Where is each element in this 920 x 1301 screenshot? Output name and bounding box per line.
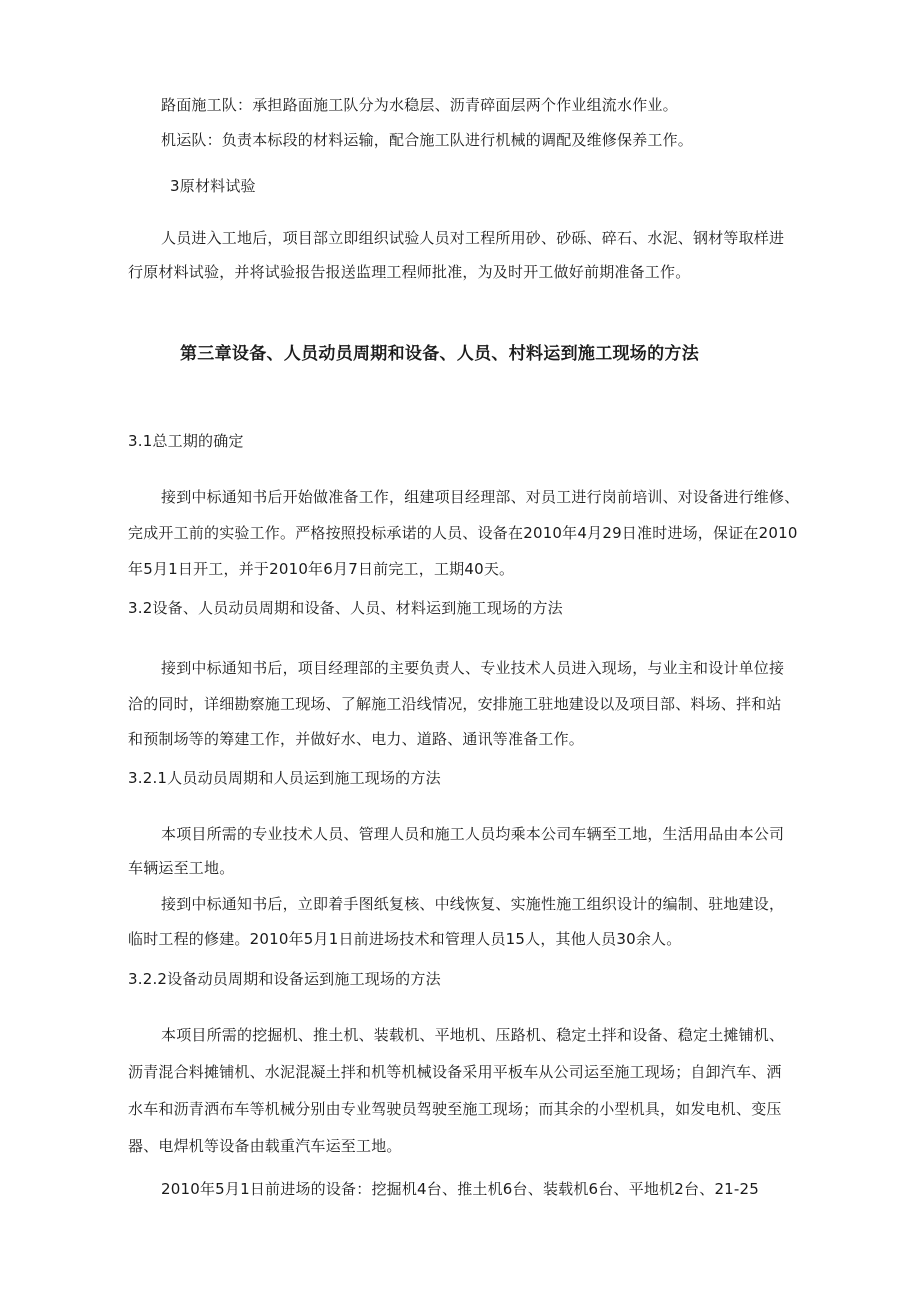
paragraph-3-1-line-3: 年5月1日开工，并于2010年6月7日前完工，工期40天。 [128, 560, 515, 578]
paragraph-3-2-1a-line-1: 本项目所需的专业技术人员、管理人员和施工人员均乘本公司车辆至工地，生活用品由本公司 [161, 825, 785, 843]
paragraph-3-1-line-1: 接到中标通知书后开始做准备工作，组建项目经理部、对员工进行岗前培训、对设备进行维修、 [161, 488, 800, 506]
paragraph-3-2-2a-line-4: 器、电焊机等设备由载重汽车运至工地。 [128, 1137, 402, 1155]
paragraph-3-1-line-2: 完成开工前的实验工作。严格按照投标承诺的人员、设备在2010年4月29日准时进场，保证在2010 [128, 524, 798, 542]
paragraph-3-2-2a-line-3: 水车和沥青洒布车等机械分别由专业驾驶员驾驶至施工现场；而其余的小型机具，如发电机、变压 [128, 1100, 782, 1118]
paragraph-3-2-line-3: 和预制场等的筹建工作，并做好水、电力、道路、通讯等准备工作。 [128, 730, 585, 748]
paragraph-raw-material-line-1: 人员进入工地后，项目部立即组织试验人员对工程所用砂、砂砾、碎石、水泥、钢材等取样进 [161, 229, 785, 247]
section-heading-3-2-1: 3.2.1人员动员周期和人员运到施工现场的方法 [128, 769, 441, 787]
chapter-title: 第三章设备、人员动员周期和设备、人员、村料运到施工现场的方法 [180, 344, 699, 364]
paragraph-3-2-line-1: 接到中标通知书后，项目经理部的主要负责人、专业技术人员进入现场，与业主和设计单位接 [161, 659, 785, 677]
section-heading-3-1: 3.1总工期的确定 [128, 432, 244, 450]
paragraph-3-2-1a-line-2: 车辆运至工地。 [128, 859, 235, 877]
section-heading-3-2: 3.2设备、人员动员周期和设备、人员、材料运到施工现场的方法 [128, 599, 563, 617]
paragraph-machine-team: 机运队：负责本标段的材料运输，配合施工队进行机械的调配及维修保养工作。 [161, 131, 694, 149]
paragraph-3-2-2a-line-2: 沥青混合料摊铺机、水泥混凝土拌和机等机械设备采用平板车从公司运至施工现场；自卸汽车、洒 [128, 1063, 782, 1081]
paragraph-3-2-2a-line-1: 本项目所需的挖掘机、推土机、装载机、平地机、压路机、稳定土拌和设备、稳定土摊铺机、 [161, 1026, 785, 1044]
paragraph-raw-material-line-2: 行原材料试验，并将试验报告报送监理工程师批准，为及时开工做好前期准备工作。 [128, 263, 691, 281]
paragraph-3-2-1b-line-1: 接到中标通知书后，立即着手图纸复核、中线恢复、实施性施工组织设计的编制、驻地建设， [161, 895, 785, 913]
paragraph-3-2-1b-line-2: 临时工程的修建。2010年5月1日前进场技术和管理人员15人，其他人员30余人。 [128, 930, 682, 948]
paragraph-3-2-line-2: 洽的同时，详细勘察施工现场、了解施工沿线情况，安排施工驻地建设以及项目部、料场、拌和站 [128, 695, 782, 713]
section-heading-raw-material: 3原材料试验 [170, 177, 256, 195]
paragraph-3-2-2b-line-1: 2010年5月1日前进场的设备：挖掘机4台、推土机6台、装载机6台、平地机2台、21-25 [161, 1180, 760, 1198]
section-heading-3-2-2: 3.2.2设备动员周期和设备运到施工现场的方法 [128, 970, 441, 988]
paragraph-road-team: 路面施工队：承担路面施工队分为水稳层、沥青碎面层两个作业组流水作业。 [161, 96, 678, 114]
